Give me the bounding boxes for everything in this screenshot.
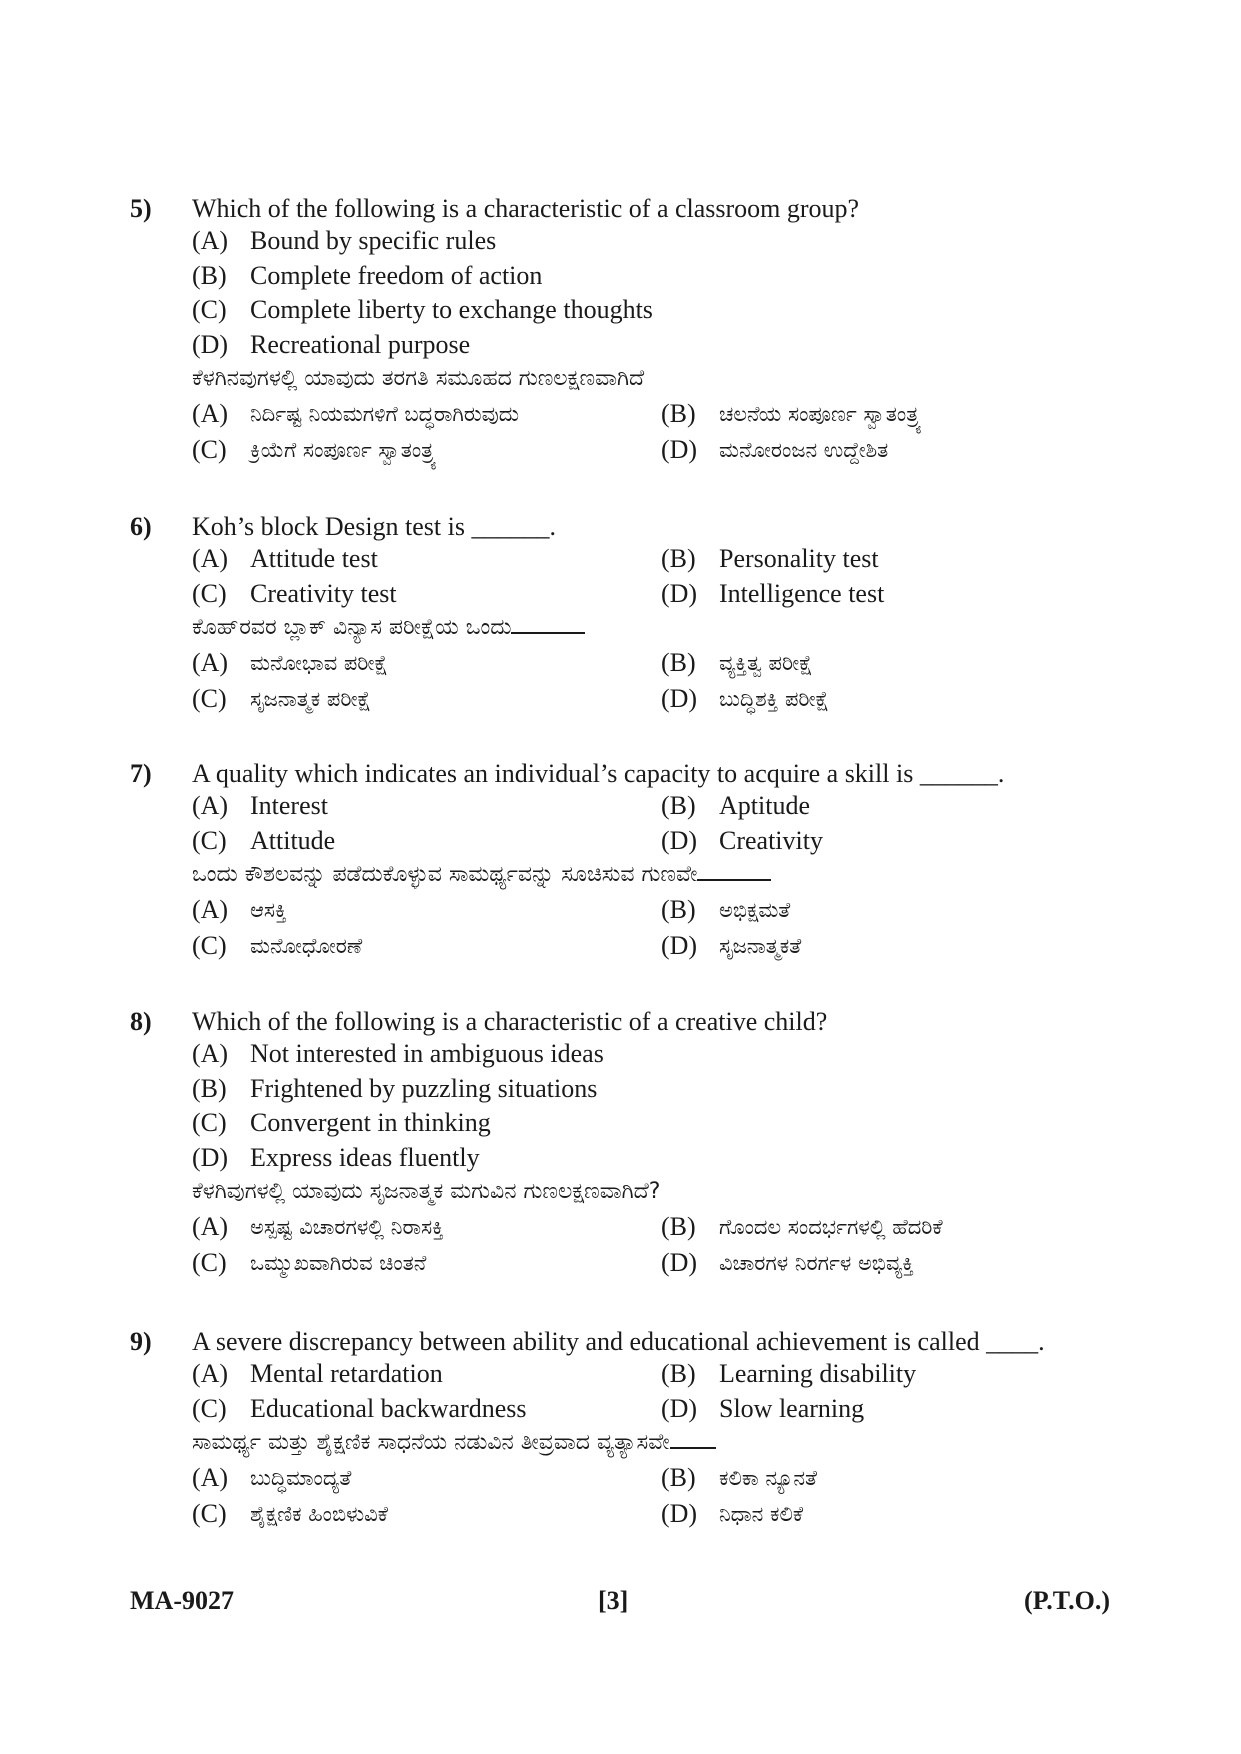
kannada-option-text: ಶೈಕ್ಷಣಿಕ ಹಿಂಬಿಳುವಿಕೆ: [250, 1502, 389, 1526]
kannada-options-row: (A) ಅಸ್ಪಷ್ಟ ವಿಚಾರಗಳಲ್ಲಿ ನಿರಾಸಕ್ತಿ (B) ಗೊಂದಲ ಸಂದರ್ಭಗಳಲ್ಲಿ ಹೆದರಿಕೆ: [130, 1209, 1130, 1245]
kannada-option-text: ಸೃಜನಾತ್ಮಕ ಪರೀಕ್ಷೆ: [250, 687, 372, 711]
kannada-option-text: ನಿಧಾನ ಕಲಿಕೆ: [719, 1502, 804, 1526]
option-a: (A) Not interested in ambiguous ideas: [130, 1037, 1130, 1072]
question-text: Koh’s block Design test is ______.: [192, 512, 556, 541]
kannada-question-text: ಸಾಮರ್ಥ್ಯ ಮತ್ತು ಶೈಕ್ಷಣಿಕ ಸಾಧನೆಯ ನಡುವಿನ ತೀವ್ರವಾದ ವ್ಯತ್ಯಾಸವೇ: [192, 1430, 670, 1455]
kannada-question-text: ಕೊಹ್‌ರವರ ಬ್ಲಾಕ್ ವಿನ್ಯಾಸ ಪರೀಕ್ಷೆಯ ಒಂದು: [192, 615, 512, 640]
kannada-option-text: ಮನೋರಂಜನ ಉದ್ದೇಶಿತ: [719, 438, 889, 462]
kannada-question-text: ಒಂದು ಕೌಶಲವನ್ನು ಪಡೆದುಕೊಳ್ಳುವ ಸಾಮರ್ಥ್ಯವನ್ನು ಸೂಚಿಸುವ ಗುಣವೇ: [192, 862, 698, 887]
option-text: Aptitude: [719, 791, 810, 820]
page-number: [3]: [598, 1586, 629, 1615]
option-d: (D) Express ideas fluently: [130, 1141, 1130, 1176]
option-text: Creativity: [719, 825, 823, 855]
kannada-option-text: ನಿರ್ದಿಷ್ಟ ನಿಯಮಗಳಿಗೆ ಬದ್ಧರಾಗಿರುವುದು: [250, 402, 520, 426]
paper-code: MA-9027: [130, 1586, 234, 1615]
kannada-question-line: [130, 1426, 1130, 1460]
option-text: Interest: [250, 791, 328, 820]
option-text: Intelligence test: [719, 578, 885, 608]
question-text: Which of the following is a characteristic of a classroom group?: [192, 194, 860, 223]
question-6: [130, 511, 1130, 717]
option-text: Not interested in ambiguous ideas: [250, 1039, 604, 1068]
kannada-options-row: (A) ಮನೋಭಾವ ಪರೀಕ್ಷೆ (B) ವ್ಯಕ್ತಿತ್ವ ಪರೀಕ್ಷೆ: [130, 645, 1130, 681]
question-text: A quality which indicates an individual’s capacity to acquire a skill is ______.: [192, 759, 1005, 788]
option-text: Personality test: [719, 544, 879, 573]
question-number: 8): [130, 1007, 152, 1036]
kannada-options-row: (C) ಶೈಕ್ಷಣಿಕ ಹಿಂಬಿಳುವಿಕೆ (D) ನಿಧಾನ ಕಲಿಕೆ: [130, 1496, 1130, 1532]
option-b: (B) Complete freedom of action: [130, 259, 1130, 294]
option-text: Learning disability: [719, 1359, 917, 1388]
kannada-options-row: (A) ನಿರ್ದಿಷ್ಟ ನಿಯಮಗಳಿಗೆ ಬದ್ಧರಾಗಿರುವುದು (B) ಚಲನೆಯ ಸಂಪೂರ್ಣ ಸ್ವಾತಂತ್ರ್ಯ: [130, 396, 1130, 432]
kannada-options-row: (C) ಮನೋಧೋರಣೆ (D) ಸೃಜನಾತ್ಮಕತೆ: [130, 928, 1130, 964]
kannada-option-text: ಸೃಜನಾತ್ಮಕತೆ: [719, 934, 802, 958]
option-d: (D) Recreational purpose: [130, 328, 1130, 363]
option-text: Mental retardation: [250, 1359, 443, 1388]
option-text: Attitude test: [250, 544, 378, 573]
kannada-option-text: ಮನೋಭಾವ ಪರೀಕ್ಷೆ: [250, 651, 388, 675]
please-turn-over: (P.T.O.): [1024, 1586, 1110, 1615]
question-5: [130, 193, 1130, 468]
option-text: Complete liberty to exchange thoughts: [250, 295, 653, 324]
question-number: 9): [130, 1327, 152, 1356]
kannada-option-text: ಕಲಿಕಾ ನ್ಯೂನತೆ: [719, 1466, 817, 1490]
question-9: [130, 1326, 1130, 1532]
kannada-option-text: ಮನೋಧೋರಣೆ: [250, 934, 363, 958]
question-number: 5): [130, 194, 152, 223]
kannada-question-text: ಕೆಳಗಿನವುಗಳಲ್ಲಿ ಯಾವುದು ತರಗತಿ ಸಮೂಹದ ಗುಣಲಕ್ಷಣವಾಗಿದೆ: [192, 366, 645, 391]
question-8: [130, 1006, 1130, 1281]
question-text: A severe discrepancy between ability and educational achievement is called ____.: [192, 1327, 1045, 1356]
option-text: Creativity test: [250, 578, 397, 608]
kannada-options-row: (C) ಕ್ರಿಯೆಗೆ ಸಂಪೂರ್ಣ ಸ್ವಾತಂತ್ರ್ಯ (D) ಮನೋರಂಜನ ಉದ್ದೇಶಿತ: [130, 432, 1130, 468]
option-text: Slow learning: [719, 1393, 865, 1423]
answer-blank: [511, 612, 585, 634]
question-7: [130, 758, 1130, 964]
option-b: (B) Frightened by puzzling situations: [130, 1072, 1130, 1107]
kannada-option-text: ಚಲನೆಯ ಸಂಪೂರ್ಣ ಸ್ವಾತಂತ್ರ್ಯ: [719, 402, 922, 426]
kannada-option-text: ಅಸ್ಪಷ್ಟ ವಿಚಾರಗಳಲ್ಲಿ ನಿರಾಸಕ್ತಿ: [250, 1215, 444, 1239]
option-c: (C) Convergent in thinking: [130, 1106, 1130, 1141]
option-text: Attitude: [250, 825, 336, 855]
options-row: (C) Attitude (D) Creativity: [130, 824, 1130, 859]
kannada-options-row: (A) ಆಸಕ್ತಿ (B) ಅಭಿಕ್ಷಮತೆ: [130, 892, 1130, 928]
kannada-option-text: ಗೊಂದಲ ಸಂದರ್ಭಗಳಲ್ಲಿ ಹೆದರಿಕೆ: [719, 1215, 943, 1239]
kannada-option-text: ಕ್ರಿಯೆಗೆ ಸಂಪೂರ್ಣ ಸ್ವಾತಂತ್ರ್ಯ: [250, 438, 437, 462]
option-text: Express ideas fluently: [250, 1142, 480, 1172]
question-number: 7): [130, 759, 152, 788]
option-text: Educational backwardness: [250, 1393, 527, 1423]
option-text: Bound by specific rules: [250, 226, 497, 255]
kannada-options-row: (C) ಸೃಜನಾತ್ಮಕ ಪರೀಕ್ಷೆ (D) ಬುದ್ಧಿಶಕ್ತಿ ಪರೀಕ್ಷೆ: [130, 681, 1130, 717]
option-text: Complete freedom of action: [250, 260, 543, 290]
option-text: Frightened by puzzling situations: [250, 1073, 598, 1103]
page-footer: [130, 1586, 1110, 1620]
kannada-option-text: ವ್ಯಕ್ತಿತ್ವ ಪರೀಕ್ಷೆ: [719, 651, 813, 675]
options-row: (A) Mental retardation (B) Learning disability: [130, 1357, 1130, 1392]
kannada-question-text: ಕೆಳಗಿವುಗಳಲ್ಲಿ ಯಾವುದು ಸೃಜನಾತ್ಮಕ ಮಗುವಿನ ಗುಣಲಕ್ಷಣವಾಗಿದೆ?: [192, 1179, 661, 1204]
kannada-option-text: ಬುದ್ಧಿಶಕ್ತಿ ಪರೀಕ್ಷೆ: [719, 687, 830, 711]
kannada-question-line: [130, 611, 1130, 645]
kannada-options-row: (C) ಒಮ್ಮುಖವಾಗಿರುವ ಚಿಂತನೆ (D) ವಿಚಾರಗಳ ನಿರರ್ಗಳ ಅಭಿವ್ಯಕ್ತಿ: [130, 1245, 1130, 1281]
kannada-option-text: ವಿಚಾರಗಳ ನಿರರ್ಗಳ ಅಭಿವ್ಯಕ್ತಿ: [719, 1251, 914, 1275]
kannada-options-row: (A) ಬುದ್ಧಿಮಾಂದ್ಯತೆ (B) ಕಲಿಕಾ ನ್ಯೂನತೆ: [130, 1460, 1130, 1496]
kannada-question-line: [130, 858, 1130, 892]
option-c: (C) Complete liberty to exchange thoughts: [130, 293, 1130, 328]
kannada-option-text: ಅಭಿಕ್ಷಮತೆ: [719, 898, 791, 922]
answer-blank: [697, 859, 771, 881]
kannada-option-text: ಬುದ್ಧಿಮಾಂದ್ಯತೆ: [250, 1466, 352, 1490]
answer-blank: [670, 1427, 716, 1449]
kannada-option-text: ಒಮ್ಮುಖವಾಗಿರುವ ಚಿಂತನೆ: [250, 1251, 427, 1275]
option-a: (A) Bound by specific rules: [130, 224, 1130, 259]
option-text: Recreational purpose: [250, 329, 471, 359]
question-text: Which of the following is a characteristic of a creative child?: [192, 1007, 828, 1036]
options-row: (A) Interest (B) Aptitude: [130, 789, 1130, 824]
kannada-option-text: ಆಸಕ್ತಿ: [250, 898, 287, 922]
question-number: 6): [130, 512, 152, 541]
options-row: (C) Educational backwardness (D) Slow learning: [130, 1392, 1130, 1427]
option-text: Convergent in thinking: [250, 1108, 491, 1137]
options-row: (C) Creativity test (D) Intelligence test: [130, 577, 1130, 612]
options-row: (A) Attitude test (B) Personality test: [130, 542, 1130, 577]
